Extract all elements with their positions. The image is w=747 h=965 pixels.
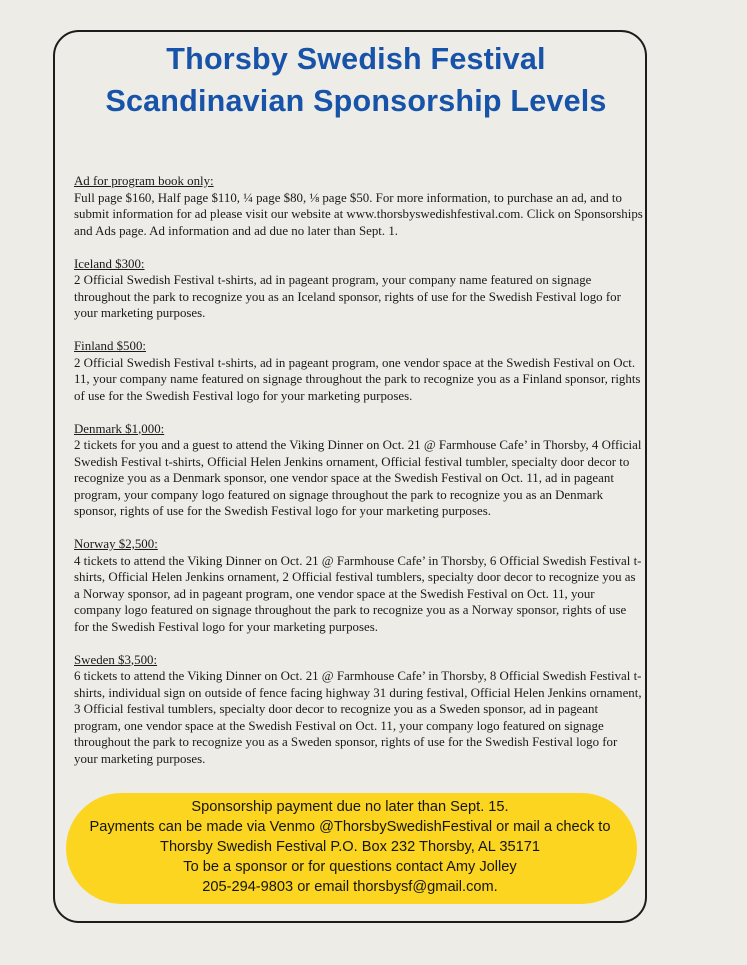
section-body: 2 Official Swedish Festival t-shirts, ad in pageant program, one vendor space at the Swedish Festival on Oct. 11, your company name featured on signage throughout the park to recognize you as a Finland sponsor, rights of use for the Swedish Festival logo for your marketing purposes. bbox=[74, 355, 641, 403]
section-body: 4 tickets to attend the Viking Dinner on Oct. 21 @ Farmhouse Cafe’ in Thorsby, 6 Official Swedish Festival t-shirts, Official Helen Jenkins ornament, 2 Official festival tumblers, specialty door decor to recognize you as a Norway sponsor, ad in pageant program, one vendor space at the Swedish Festival on Oct. 11, your company logo featured on signage throughout the park to recognize you as a Norway sponsor, rights of use for the Swedish Festival logo for your marketing purposes. bbox=[74, 553, 642, 634]
title-line-1: Thorsby Swedish Festival bbox=[166, 42, 546, 76]
section-heading: Iceland $300: bbox=[74, 256, 145, 271]
footer-line-2: Payments can be made via Venmo @ThorsbySwedishFestival or mail a check to bbox=[89, 819, 611, 835]
section-iceland bbox=[74, 256, 644, 322]
footer-line-3: Thorsby Swedish Festival P.O. Box 232 Thorsby, AL 35171 bbox=[160, 839, 540, 855]
section-heading: Ad for program book only: bbox=[74, 174, 214, 188]
section-heading: Norway $2,500: bbox=[74, 537, 158, 551]
sponsorship-list bbox=[74, 173, 644, 784]
section-heading: Denmark $1,000: bbox=[74, 421, 165, 436]
section-heading: Sweden $3,500: bbox=[74, 652, 158, 667]
section-body: 6 tickets to attend the Viking Dinner on Oct. 21 @ Farmhouse Cafe’ in Thorsby, 8 Official Swedish Festival t-shirts, individual sign on outside of fence facing highway 31 during festival, Official Helen Jenkins ornament, 3 Official festival tumblers, specialty door decor to recognize you as a Sweden sponsor, ad in pageant program, one vendor space at the Swedish Festival on Oct. 11, your company logo featured on signage throughout the park to recognize you as a Sweden sponsor, rights of use for the Swedish Festival logo for your marketing purposes. bbox=[74, 669, 642, 766]
section-body: 2 Official Swedish Festival t-shirts, ad in pageant program, your company name featured on signage throughout the park to recognize you as an Iceland sponsor, rights of use for the Swedish Festival logo for your marketing purposes. bbox=[74, 273, 621, 320]
footer-line-4: To be a sponsor or for questions contact Amy Jolley bbox=[183, 859, 517, 875]
section-norway bbox=[74, 536, 644, 635]
title-line-2: Scandinavian Sponsorship Levels bbox=[105, 84, 607, 118]
payment-info-text bbox=[30, 797, 670, 897]
section-body: Full page $160, Half page $110, ¼ page $80, ⅛ page $50. For more information, to purchase an ad, and to submit information for ad please visit our website at www.thorsbyswedishfestival.com. Click on Sponsorships and Ads page. Ad information and ad due no later than Sept. 1. bbox=[74, 190, 643, 238]
section-program-ad bbox=[74, 173, 644, 239]
section-denmark bbox=[74, 421, 644, 520]
footer-line-5: 205-294-9803 or email thorsbysf@gmail.com. bbox=[202, 879, 498, 895]
section-heading: Finland $500: bbox=[74, 339, 146, 353]
section-body: 2 tickets for you and a guest to attend the Viking Dinner on Oct. 21 @ Farmhouse Cafe’ in Thorsby, 4 Official Swedish Festival t-shirts, Official Helen Jenkins ornament, Official festival tumbler, specialty door decor to recognize you as a Denmark sponsor, one vendor space at the Swedish Festival on Oct. 11, ad in pageant program, your company logo featured on signage throughout the park to recognize you as an Denmark sponsor, rights of use for the Swedish Festival logo for your marketing purposes. bbox=[74, 438, 642, 518]
footer-line-1: Sponsorship payment due no later than Sept. 15. bbox=[191, 799, 509, 815]
flyer-title bbox=[0, 38, 712, 122]
section-finland bbox=[74, 338, 644, 404]
section-sweden bbox=[74, 652, 644, 768]
